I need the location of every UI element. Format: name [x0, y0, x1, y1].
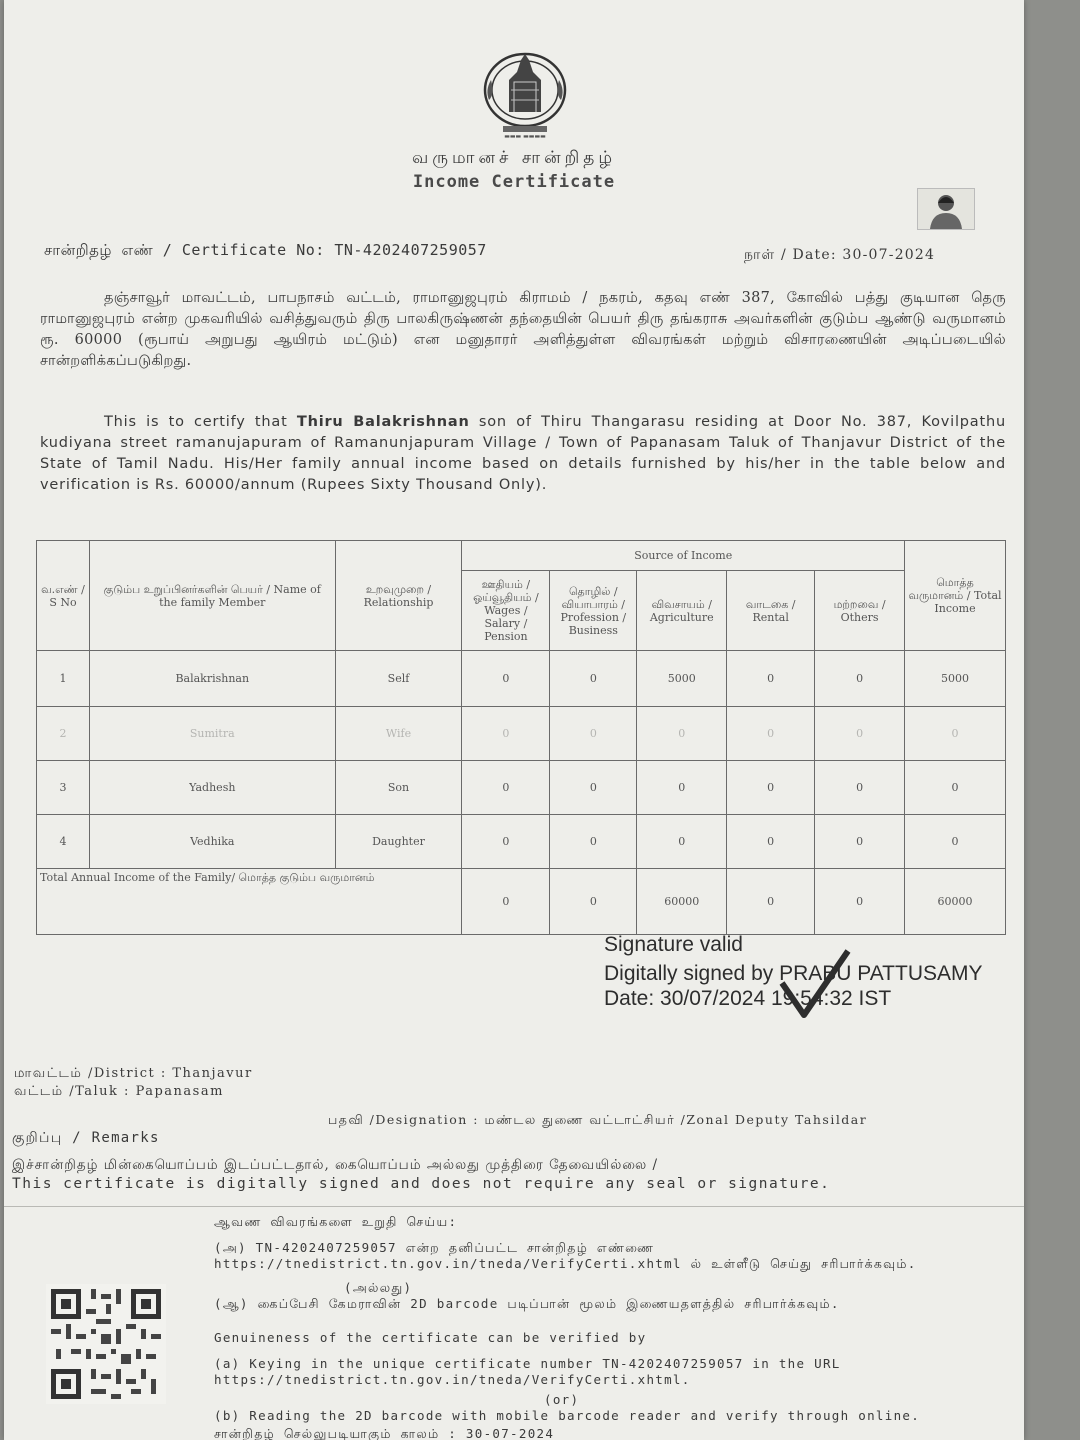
total-total: 60000 — [905, 869, 1006, 935]
cell-wages: 0 — [462, 815, 550, 869]
cell-business: 0 — [550, 707, 637, 761]
cell-sno: 2 — [37, 707, 90, 761]
district-line: மாவட்டம் /District : Thanjavur — [14, 1066, 253, 1081]
english-certification-paragraph — [40, 412, 1006, 496]
designation-line: பதவி /Designation : மண்டல துணை வட்டாட்சியர் /Zonal Deputy Tahsildar — [328, 1112, 868, 1127]
header-relationship: உறவுமுறை / Relationship — [335, 541, 462, 651]
verify-heading-tamil: ஆவண விவரங்களை உறுதி செய்ய: — [214, 1214, 458, 1229]
cell-total: 0 — [905, 707, 1006, 761]
verify-option-a-tamil: (அ) TN-4202407259057 என்ற தனிப்பட்ட சான்றிதழ் எண்ணை https://tnedistrict.tn.gov.in/tneda/VerifyCerti.xhtml ல் உள்ளீடு செய்து சரிபார்க்கவும். — [214, 1240, 917, 1271]
verify-option-a-english: (a) Keying in the unique certificate number TN-4202407259057 in the URL https://tnedistrict.tn.gov.in/tneda/VerifyCerti.xhtml. — [214, 1356, 841, 1387]
cell-name: Yadhesh — [89, 761, 335, 815]
cell-rental: 0 — [727, 761, 815, 815]
table-row — [37, 761, 1006, 815]
cell-sno: 4 — [37, 815, 90, 869]
table-row — [37, 707, 1006, 761]
header-rental: வாடகை / Rental — [727, 571, 815, 651]
total-wages: 0 — [462, 869, 550, 935]
svg-text:▬▬▬ ▬▬▬▬: ▬▬▬ ▬▬▬▬ — [504, 133, 546, 138]
header-others: மற்றவை / Others — [815, 571, 905, 651]
para-en-name: Thiru Balakrishnan — [296, 414, 470, 430]
certificate-sheet — [4, 0, 1024, 1440]
cell-rental: 0 — [727, 815, 815, 869]
cell-wages: 0 — [462, 651, 550, 707]
verify-option-b-tamil: (ஆ) கைப்பேசி கேமராவின் 2D barcode படிப்பான் மூலம் இணையதளத்தில் சரிபார்க்கவும். — [214, 1296, 840, 1311]
cell-agriculture: 5000 — [637, 651, 727, 707]
cell-relationship: Self — [335, 651, 462, 707]
total-rental: 0 — [727, 869, 815, 935]
certificate-title-tamil: வருமானச் சான்றிதழ் — [411, 148, 617, 168]
remarks-label: குறிப்பு / Remarks — [12, 1130, 160, 1146]
cell-wages: 0 — [462, 707, 550, 761]
certificate-number — [44, 241, 487, 261]
applicant-photo — [917, 188, 975, 230]
total-agriculture: 60000 — [637, 869, 727, 935]
cell-business: 0 — [550, 815, 637, 869]
cell-name: Balakrishnan — [89, 651, 335, 707]
cell-rental: 0 — [727, 651, 815, 707]
note-tamil: இச்சான்றிதழ் மின்கையொப்பம் இடப்பட்டதால், கையொப்பம் அல்லது முத்திரை தேவையில்லை / — [12, 1157, 659, 1173]
verify-heading-english: Genuineness of the certificate can be verified by — [214, 1330, 647, 1345]
header-business: தொழில் / வியாபாரம் / Profession / Business — [550, 571, 637, 651]
cell-sno: 1 — [37, 651, 90, 707]
signed-by-text: Digitally signed by PRABU PATTUSAMY — [604, 962, 983, 985]
cell-rental: 0 — [727, 707, 815, 761]
cell-business: 0 — [550, 651, 637, 707]
cell-others: 0 — [815, 651, 905, 707]
table-row — [37, 815, 1006, 869]
cell-others: 0 — [815, 761, 905, 815]
para-en-intro: This is to certify that — [104, 414, 288, 430]
cell-agriculture: 0 — [637, 815, 727, 869]
taluk-line: வட்டம் /Taluk : Papanasam — [14, 1084, 224, 1099]
income-table — [36, 540, 1006, 935]
header-wages: ஊதியம் / ஓய்வூதியம் / Wages / Salary / Pension — [462, 571, 550, 651]
total-business: 0 — [550, 869, 637, 935]
date-label: நாள் / Date: — [744, 247, 837, 263]
signature-date-text: Date: 30/07/2024 19:54:32 IST — [604, 987, 892, 1010]
header-agriculture: விவசாயம் / Agriculture — [637, 571, 727, 651]
divider — [4, 1206, 1024, 1207]
certificate-number-value: TN-4202407259057 — [334, 241, 487, 259]
validity-line: சான்றிதழ் செல்லுபடியாகும் காலம் : 30-07-2024 — [214, 1426, 555, 1440]
cell-total: 0 — [905, 815, 1006, 869]
table-row — [37, 651, 1006, 707]
header-sno: வ.எண் / S No — [37, 541, 90, 651]
cell-others: 0 — [815, 815, 905, 869]
total-label: Total Annual Income of the Family/ மொத்த குடும்ப வருமானம் — [37, 869, 462, 935]
certificate-date — [744, 247, 935, 265]
table-total-row — [37, 869, 1006, 935]
certificate-title-english: Income Certificate — [412, 172, 616, 192]
cell-agriculture: 0 — [637, 707, 727, 761]
signature-valid-text: Signature valid — [604, 933, 743, 956]
cell-wages: 0 — [462, 761, 550, 815]
cell-sno: 3 — [37, 761, 90, 815]
cell-relationship: Daughter — [335, 815, 462, 869]
total-others: 0 — [815, 869, 905, 935]
para-en-body: son of Thiru Thangarasu residing at Door No. 387, Kovilpathu kudiyana street ramanujapuram of Ramanunjapuram Village / Town of Papanasam Taluk of Thanjavur District of the State of Tamil Nadu. His/Her family annual income based on details furnished by his/her in the table below and verification is Rs. 60000/annum (Rupees Sixty Thousand Only). — [40, 414, 1006, 493]
cell-name: Sumitra — [89, 707, 335, 761]
cell-total: 5000 — [905, 651, 1006, 707]
header-source-of-income: Source of Income — [462, 541, 905, 571]
note-english: This certificate is digitally signed and does not require any seal or signature. — [12, 1176, 831, 1192]
verify-or-tamil: (அல்லது) — [344, 1280, 413, 1295]
cell-relationship: Wife — [335, 707, 462, 761]
date-value: 30-07-2024 — [842, 247, 936, 263]
header-name: குடும்ப உறுப்பினர்களின் பெயர் / Name of the family Member — [89, 541, 335, 651]
cell-agriculture: 0 — [637, 761, 727, 815]
cell-relationship: Son — [335, 761, 462, 815]
cell-others: 0 — [815, 707, 905, 761]
cell-business: 0 — [550, 761, 637, 815]
cell-name: Vedhika — [89, 815, 335, 869]
tamil-certification-paragraph: தஞ்சாவூர் மாவட்டம், பாபநாசம் வட்டம், ராமானுஜபுரம் கிராமம் / நகரம், கதவு எண் 387, கோவில் பத்து குடியான தெரு ராமானுஜபுரம் என்ற முகவரியில் வசித்துவரும் திரு பாலகிருஷ்ணன் தந்தையின் பெயர் திரு தங்கராசு அவர்களின் குடும்ப ஆண்டு வருமானம் ரூ. 60000 (ரூபாய் அறுபது ஆயிரம் மட்டும்) என மனுதாரர் அளித்துள்ள விவரங்கள் மற்றும் விசாரணையின் அடிப்படையில் சான்றளிக்கப்படுகிறது. — [40, 290, 1006, 369]
signature-check-icon — [774, 945, 854, 1025]
cell-total: 0 — [905, 761, 1006, 815]
certificate-number-label: சான்றிதழ் எண் / Certificate No: — [44, 241, 325, 259]
verify-or-english: (or) — [544, 1392, 580, 1407]
tamil-nadu-emblem — [459, 50, 591, 138]
verify-option-b-english: (b) Reading the 2D barcode with mobile barcode reader and verify through online. — [214, 1408, 921, 1423]
qr-code-icon — [46, 1284, 166, 1404]
header-total: மொத்த வருமானம் / Total Income — [905, 541, 1006, 651]
